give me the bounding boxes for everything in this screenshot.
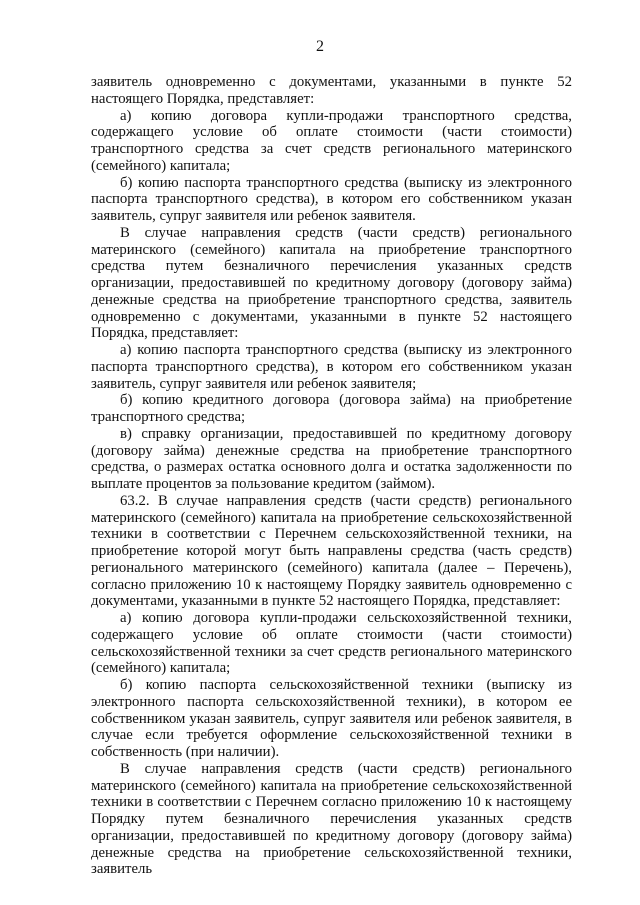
paragraph: 63.2. В случае направления средств (части средств) регионального материнского (семейного) капитала на приобретение сельскохозяйственной техники в соответствии с Перечнем сельскохозяйственной техники, на приобретение которой могут быть направлены средства (часть средств) регионального материнского (семейного) капитала (далее – Перечень), согласно приложению 10 к настоящему Порядку заявитель одновременно с документами, указанными в пункте 52 настоящего Порядка, представляет: bbox=[91, 492, 572, 610]
paragraph: в) справку организации, предоставившей по кредитному договору (договору займа) денежные средства на приобретение транспортного средства, о размерах остатка основного долга и остатка задолженности по выплате процентов за пользование кредитом (займом). bbox=[91, 425, 572, 492]
paragraph: В случае направления средств (части средств) регионального материнского (семейного) капитала на приобретение сельскохозяйственной техники в соответствии с Перечнем согласно приложению 10 к настоящему Порядку путем безналичного перечисления указанных средств организации, предоставившей по кредитному договору (договору займа) денежные средства на приобретение сельскохозяйственной техники, заявитель bbox=[91, 760, 572, 878]
paragraph: заявитель одновременно с документами, указанными в пункте 52 настоящего Порядка, представляет: bbox=[91, 74, 572, 107]
paragraph: а) копию договора купли-продажи транспортного средства, содержащего условие об оплате стоимости (части стоимости) транспортного средства за счет средств регионального материнского (семейного) капитала; bbox=[91, 107, 572, 174]
paragraph: а) копию договора купли-продажи сельскохозяйственной техники, содержащего условие об оплате стоимости (части стоимости) сельскохозяйственной техники за счет средств регионального материнского (семейного) капитала; bbox=[91, 610, 572, 677]
paragraph: В случае направления средств (части средств) регионального материнского (семейного) капитала на приобретение транспортного средства путем безналичного перечисления указанных средств организации, предоставившей по кредитному договору (договору займа) денежные средства на приобретение транспортного средства, заявитель одновременно с документами, указанными в пункте 52 настоящего Порядка, представляет: bbox=[91, 224, 572, 342]
document-body bbox=[91, 74, 572, 878]
paragraph: а) копию паспорта транспортного средства (выписку из электронного паспорта транспортного средства), в котором его собственником указан заявитель, супруг заявителя или ребенок заявителя; bbox=[91, 342, 572, 392]
page-number: 2 bbox=[316, 38, 324, 55]
paragraph: б) копию кредитного договора (договора займа) на приобретение транспортного средства; bbox=[91, 392, 572, 425]
paragraph: б) копию паспорта сельскохозяйственной техники (выписку из электронного паспорта сельскохозяйственной техники), в котором ее собственником указан заявитель, супруг заявителя или ребенок заявителя, в случае если требуется оформление сельскохозяйственной техники в собственность (при наличии). bbox=[91, 677, 572, 760]
paragraph: б) копию паспорта транспортного средства (выписку из электронного паспорта транспортного средства), в котором его собственником указан заявитель, супруг заявителя или ребенок заявителя. bbox=[91, 174, 572, 224]
